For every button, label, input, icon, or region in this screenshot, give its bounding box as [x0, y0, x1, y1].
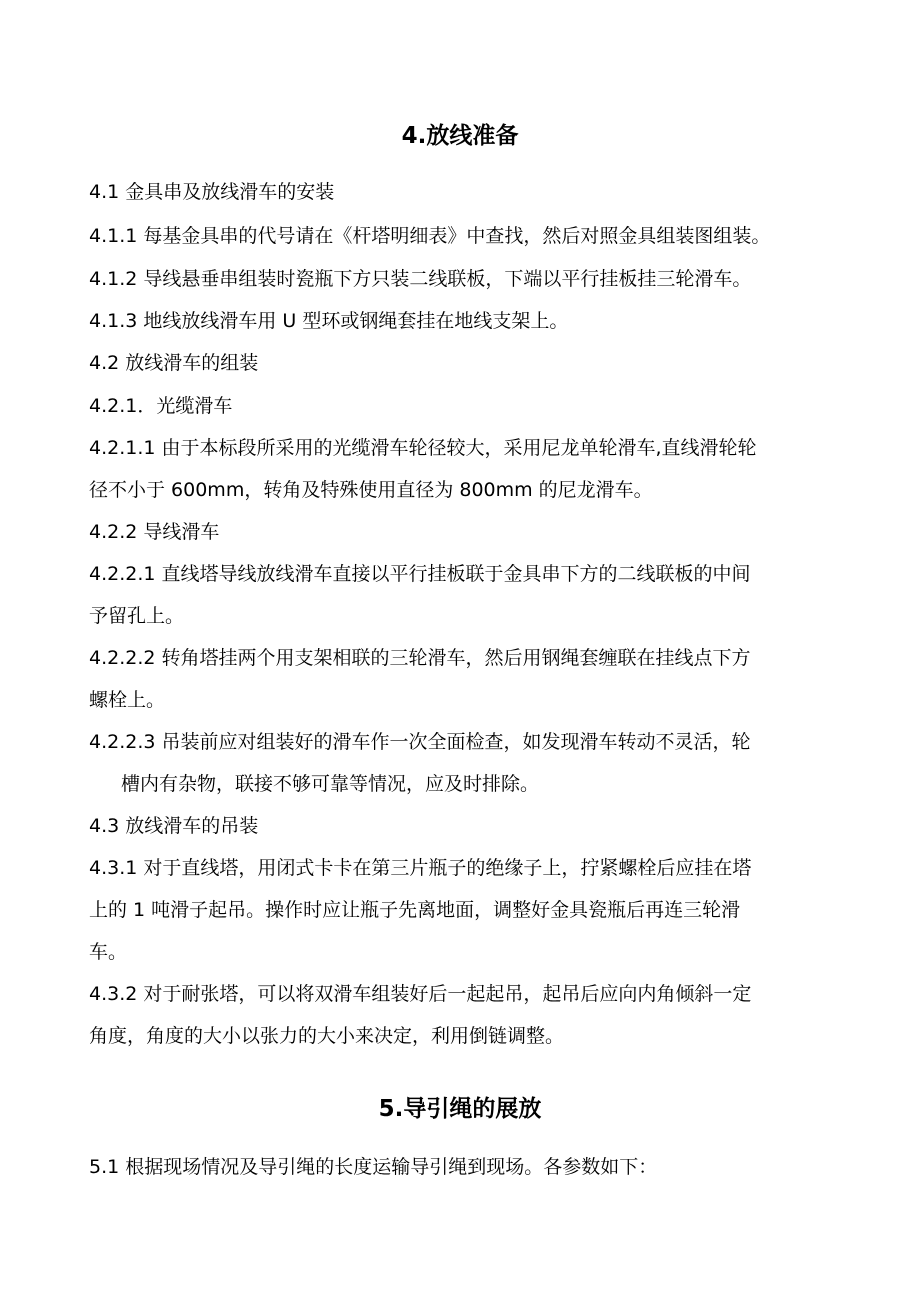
paragraph-line: 4.2.2.3 吊装前应对组装好的滑车作一次全面检查，如发现滑车转动不灵活，轮 [89, 731, 751, 753]
paragraph-line: 4.1.1 每基金具串的代号请在《杆塔明细表》中查找，然后对照金具组装图组装。 [89, 225, 771, 247]
paragraph-line: 4.1 金具串及放线滑车的安装 [89, 181, 335, 203]
paragraph-line: 4.3.2 对于耐张塔，可以将双滑车组装好后一起起吊，起吊后应向内角倾斜一定 [89, 983, 752, 1005]
paragraph-line: 槽内有杂物，联接不够可靠等情况，应及时排除。 [121, 773, 540, 795]
paragraph-line: 4.3 放线滑车的吊装 [89, 815, 259, 837]
paragraph-line: 4.3.1 对于直线塔，用闭式卡卡在第三片瓶子的绝缘子上，拧紧螺栓后应挂在塔 [89, 857, 752, 879]
paragraph-line: 4.2.1．光缆滑车 [89, 395, 233, 417]
paragraph-line: 角度，角度的大小以张力的大小来决定，利用倒链调整。 [89, 1025, 565, 1047]
paragraph-line: 5.1 根据现场情况及导引绳的长度运输导引绳到现场。各参数如下： [89, 1156, 658, 1178]
paragraph-line: 4.2.2 导线滑车 [89, 521, 220, 543]
paragraph-line: 4.2.1.1 由于本标段所采用的光缆滑车轮径较大，采用尼龙单轮滑车,直线滑轮轮 [89, 437, 757, 459]
section-4-heading: 4.放线准备 [401, 123, 519, 149]
paragraph-line: 4.1.2 导线悬垂串组装时瓷瓶下方只装二线联板，下端以平行挂板挂三轮滑车。 [89, 268, 752, 290]
paragraph-line: 径不小于 600mm，转角及特殊使用直径为 800mm 的尼龙滑车。 [89, 479, 653, 501]
paragraph-line: 螺栓上。 [89, 689, 166, 711]
paragraph-line: 4.2.2.2 转角塔挂两个用支架相联的三轮滑车，然后用钢绳套缠联在挂线点下方 [89, 647, 751, 669]
paragraph-line: 上的 1 吨滑子起吊。操作时应让瓶子先离地面，调整好金具瓷瓶后再连三轮滑 [89, 899, 741, 921]
paragraph-line: 车。 [89, 941, 128, 963]
paragraph-line: 4.1.3 地线放线滑车用 U 型环或钢绳套挂在地线支架上。 [89, 310, 569, 332]
section-5-heading: 5.导引绳的展放 [378, 1096, 542, 1122]
paragraph-line: 4.2.2.1 直线塔导线放线滑车直接以平行挂板联于金具串下方的二线联板的中间 [89, 563, 751, 585]
paragraph-line: 予留孔上。 [89, 605, 185, 627]
paragraph-line: 4.2 放线滑车的组装 [89, 352, 259, 374]
